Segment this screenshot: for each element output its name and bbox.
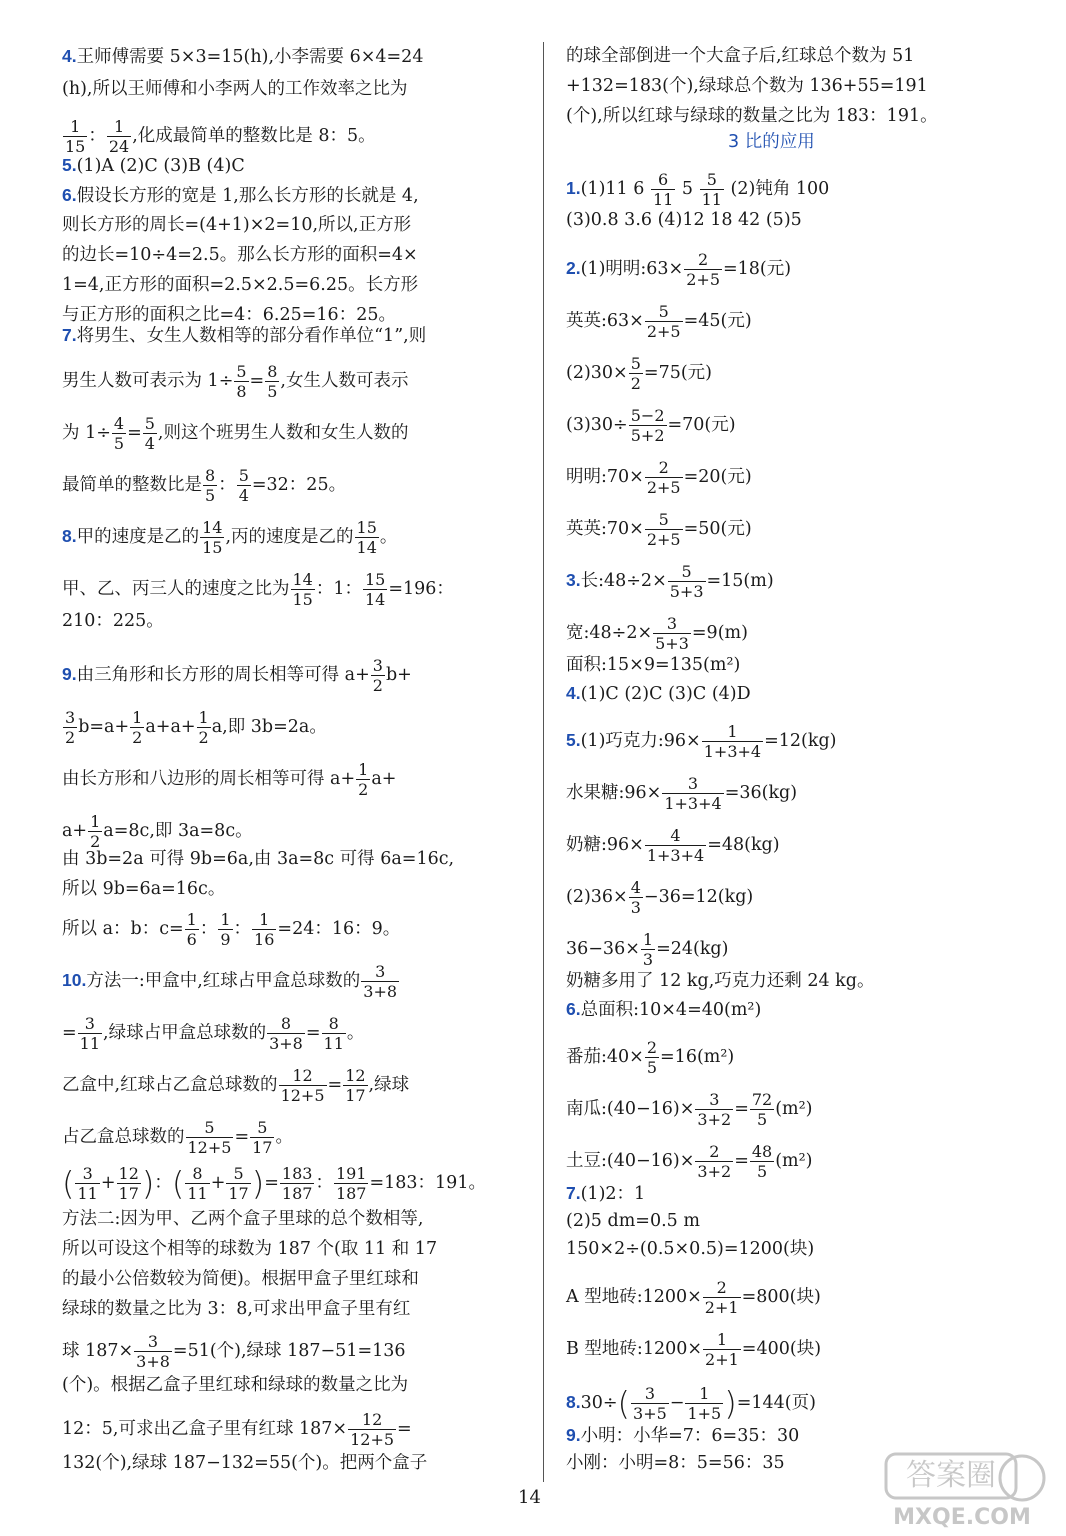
q10-line-3: 乙盒中,红球占乙盒总球数的 $\frac{12}{12+5}$ = $\frac{12}{17}$ ,绿球 — [62, 1066, 410, 1105]
q6-line-5: 与正方形的面积之比=4：6.25=16：25。 — [62, 305, 396, 325]
r-q7-line-2: (2)5 dm=0.5 m — [566, 1211, 700, 1231]
page-number: 14 — [518, 1487, 541, 1508]
r-q5-line-6: 奶糖多用了 12 kg,巧克力还剩 24 kg。 — [566, 971, 875, 991]
fraction: $\frac{1}{15}$ — [65, 117, 86, 156]
q9-line-7: 所以 a：b：c= $\frac{1}{6}$ ： $\frac{1}{9}$ ： $\frac{1}{16}$ =24：16：9。 — [62, 910, 401, 949]
cont-line-2: +132=183(个),绿球总个数为 136+55=191 — [566, 76, 928, 96]
r-q4-line: 4.(1)C (2)C (3)C (4)D — [566, 683, 751, 704]
r-q6-line-4: 土豆:(40−16)× $\frac{2}{3+2}$ = $\frac{48}{5}$ (m²) — [566, 1142, 813, 1181]
q9-line-5: 由 3b=2a 可得 9b=6a,由 3a=8c 可得 6a=16c, — [62, 849, 455, 869]
r-q7-line-5: B 型地砖:1200× $\frac{1}{2+1}$ =400(块) — [566, 1330, 822, 1369]
q10-line-2: = $\frac{3}{11}$ ,绿球占甲盒总球数的 $\frac{8}{3+8}$ = $\frac{8}{11}$ 。 — [62, 1014, 365, 1053]
q9-line-2: $\frac{3}{2}$ b=a+ $\frac{1}{2}$ a+a+ $\frac{1}{2}$ a,即 3b=2a。 — [65, 708, 327, 747]
watermark-logo — [882, 1448, 1052, 1532]
r-q5-line-4: (2)36× $\frac{4}{3}$ −36=12(kg) — [566, 878, 754, 917]
r-q6-line-2: 番茄:40× $\frac{2}{5}$ =16(m²) — [566, 1038, 735, 1077]
q10-line-12: 12：5,可求出乙盒子里有红球 187× $\frac{12}{12+5}$ = — [62, 1410, 412, 1449]
fraction: $\frac{1}{24}$ — [108, 117, 130, 156]
r-q2-line-6: 英英:70× $\frac{5}{2+5}$ =50(元) — [566, 510, 752, 549]
r-q5-line-5: 36−36× $\frac{1}{3}$ =24(kg) — [566, 930, 729, 969]
r-q9-line-1: 9.小明：小华=7：6=35：30 — [566, 1425, 800, 1446]
q7-line-1: 7.将男生、女生人数相等的部分看作单位“1”,则 — [62, 325, 427, 346]
r-q7-line-1: 7.(1)2：1 — [566, 1183, 646, 1204]
r-q7-line-3: 150×2÷(0.5×0.5)=1200(块) — [566, 1239, 815, 1259]
r-q6-line-3: 南瓜:(40−16)× $\frac{3}{3+2}$ = $\frac{72}{5}$ (m²) — [566, 1090, 813, 1129]
q9-line-4: a+ $\frac{1}{2}$ a=8c,即 3a=8c。 — [62, 812, 253, 851]
q9-line-3: 由长方形和八边形的周长相等可得 a+ $\frac{1}{2}$ a+ — [62, 760, 397, 799]
q4-line-3: $\frac{1}{15}$ ： $\frac{1}{24}$ ,化成最简单的整数比是 8：5。 — [65, 117, 376, 156]
q8-line-1: 8.甲的速度是乙的 $\frac{14}{15}$ ,丙的速度是乙的 $\frac{15}{14}$ 。 — [62, 518, 398, 557]
svg-text:MXQE.COM: MXQE.COM — [893, 1505, 1031, 1530]
cont-line-1: 的球全部倒进一个大盒子后,红球总个数为 51 — [566, 46, 915, 66]
q10-line-9: 绿球的数量之比为 3：8,可求出甲盒子里有红 — [62, 1299, 411, 1319]
svg-text:答案圈: 答案圈 — [906, 1458, 996, 1493]
r-q5-line-3: 奶糖:96× $\frac{4}{1+3+4}$ =48(kg) — [566, 826, 780, 865]
q10-line-5: ( $\frac{3}{11}$ + $\frac{12}{17}$ )：( $\frac{8}{11}$ + $\frac{5}{17}$ )= $\frac{183}{187}$ ： $\frac{191}{187}$ =183：191。 — [62, 1164, 486, 1203]
r-q5-line-1: 5.(1)巧克力:96× $\frac{1}{1+3+4}$ =12(kg) — [566, 722, 837, 761]
r-q3-line-2: 宽:48÷2× $\frac{3}{5+3}$ =9(m) — [566, 614, 748, 653]
q4-line-1: 4.王师傅需要 5×3=15(h),小李需要 6×4=24 — [62, 46, 424, 67]
q6-line-4: 1=4,正方形的面积=2.5×2.5=6.25。长方形 — [62, 275, 419, 295]
r-q3-line-3: 面积:15×9=135(m²) — [566, 655, 741, 675]
q10-line-6: 方法二:因为甲、乙两个盒子里球的总个数相等, — [62, 1209, 424, 1229]
r-q9-line-2: 小刚：小明=8：5=56：35 — [566, 1453, 785, 1473]
q7-line-2: 男生人数可表示为 1÷ $\frac{5}{8}$ = $\frac{8}{5}$ ,女生人数可表示 — [62, 362, 409, 401]
q9-line-1: 9.由三角形和长方形的周长相等可得 a+ $\frac{3}{2}$ b+ — [62, 656, 412, 695]
q6-line-3: 的边长=10÷4=2.5。那么长方形的面积=4× — [62, 245, 418, 265]
q10-line-1: 10.方法一:甲盒中,红球占甲盒总球数的 $\frac{3}{3+8}$ — [62, 962, 398, 1001]
r-q7-line-4: A 型地砖:1200× $\frac{2}{2+1}$ =800(块) — [566, 1278, 821, 1317]
section-title: 3 比的应用 — [728, 132, 815, 152]
r-q5-line-2: 水果糖:96× $\frac{3}{1+3+4}$ =36(kg) — [566, 774, 798, 813]
q8-line-3: 210：225。 — [62, 611, 164, 631]
r-q1-line-1: 1.(1)11 6 $\frac{6}{11}$ 5 $\frac{5}{11}$ (2)钝角 100 — [566, 170, 830, 209]
r-q3-line-1: 3.长:48÷2× $\frac{5}{5+3}$ =15(m) — [566, 562, 774, 601]
q6-line-1: 6.假设长方形的宽是 1,那么长方形的长就是 4, — [62, 185, 419, 206]
question-number: 4. — [62, 46, 77, 66]
q10-line-10: 球 187× $\frac{3}{3+8}$ =51(个),绿球 187−51=136 — [62, 1332, 406, 1371]
q7-line-3: 为 1÷ $\frac{4}{5}$ = $\frac{5}{4}$ ,则这个班男生人数和女生人数的 — [62, 414, 409, 453]
column-divider — [543, 42, 544, 1482]
q10-line-4: 占乙盒总球数的 $\frac{5}{12+5}$ = $\frac{5}{17}$ 。 — [62, 1118, 293, 1157]
r-q2-line-1: 2.(1)明明:63× $\frac{2}{2+5}$ =18(元) — [566, 250, 792, 289]
r-q2-line-2: 英英:63× $\frac{5}{2+5}$ =45(元) — [566, 302, 752, 341]
r-q2-line-5: 明明:70× $\frac{2}{2+5}$ =20(元) — [566, 458, 752, 497]
q4-line-2: (h),所以王师傅和小李两人的工作效率之比为 — [62, 79, 408, 99]
q5-line: 5.(1)A (2)C (3)B (4)C — [62, 155, 245, 176]
q10-line-13: 132(个),绿球 187−132=55(个)。把两个盒子 — [62, 1453, 428, 1473]
q8-line-2: 甲、乙、丙三人的速度之比为 $\frac{14}{15}$ ：1： $\frac{15}{14}$ =196： — [62, 570, 454, 609]
q9-line-6: 所以 9b=6a=16c。 — [62, 879, 226, 899]
q10-line-8: 的最小公倍数较为简便)。根据甲盒子里红球和 — [62, 1269, 419, 1289]
q10-line-7: 所以可设这个相等的球数为 187 个(取 11 和 17 — [62, 1239, 438, 1259]
r-q8-line: 8.30÷( $\frac{3}{3+5}$ − $\frac{1}{1+5}$ )=144(页) — [566, 1384, 816, 1423]
q7-line-4: 最简单的整数比是 $\frac{8}{5}$ ： $\frac{5}{4}$ =32：25。 — [62, 466, 347, 505]
q10-line-11: (个)。根据乙盒子里红球和绿球的数量之比为 — [62, 1375, 409, 1395]
r-q2-line-3: (2)30× $\frac{5}{2}$ =75(元) — [566, 354, 713, 393]
q6-line-2: 则长方形的周长=(4+1)×2=10,所以,正方形 — [62, 215, 412, 235]
r-q6-line-1: 6.总面积:10×4=40(m²) — [566, 999, 762, 1020]
r-q2-line-4: (3)30÷ $\frac{5-2}{5+2}$ =70(元) — [566, 406, 736, 445]
r-q1-line-2: (3)0.8 3.6 (4)12 18 42 (5)5 — [566, 210, 802, 230]
cont-line-3: (个),所以红球与绿球的数量之比为 183：191。 — [566, 106, 938, 126]
